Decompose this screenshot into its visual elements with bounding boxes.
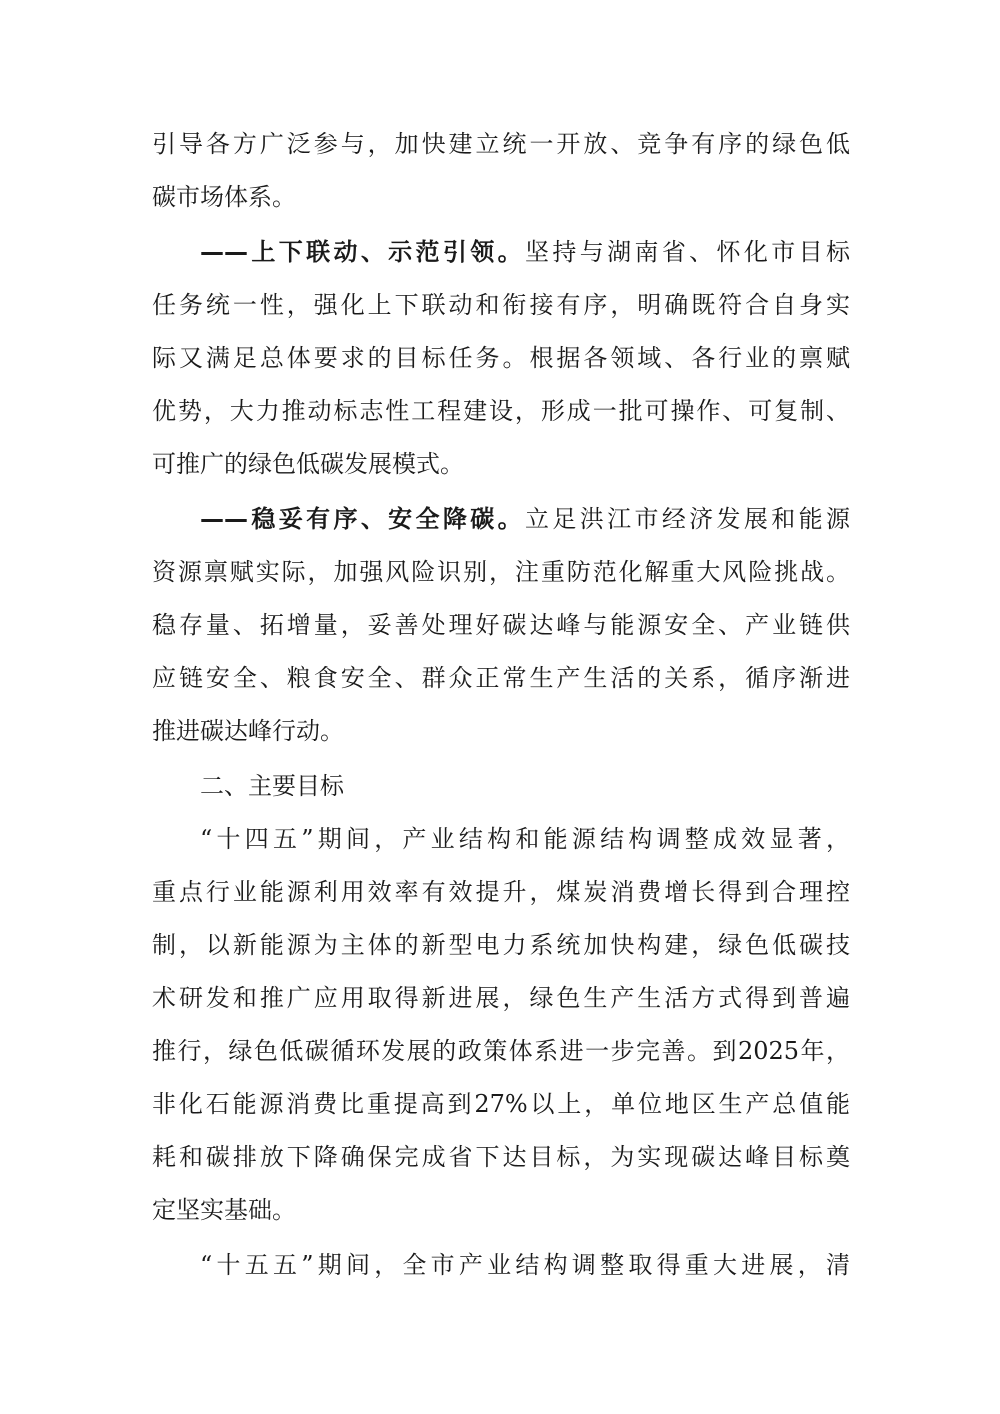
text-line: 稳存量、拓增量，妥善处理好碳达峰与能源安全、产业链供	[152, 611, 850, 639]
text-line: 术研发和推广应用取得新进展，绿色生产生活方式得到普遍	[152, 984, 850, 1012]
text-line: 应链安全、粮食安全、群众正常生产生活的关系，循序渐进	[152, 664, 850, 692]
paragraph-lead-bold: ——稳妥有序、安全降碳。	[200, 505, 525, 533]
text-segment: 坚持与湖南省、怀化市目标	[525, 238, 850, 266]
paragraph-lead-bold: ——上下联动、示范引领。	[200, 238, 525, 266]
text-line: “十五五”期间，全市产业结构调整取得重大进展，清	[200, 1251, 850, 1279]
paragraph-3	[152, 493, 850, 758]
paragraph-4	[152, 813, 850, 1237]
text-line: 资源禀赋实际，加强风险识别，注重防范化解重大风险挑战。	[152, 558, 850, 586]
paragraph-5	[152, 1239, 850, 1292]
text-line: 可推广的绿色低碳发展模式。	[152, 450, 464, 478]
text-line: 重点行业能源利用效率有效提升，煤炭消费增长得到合理控	[152, 878, 850, 906]
text-line: 定坚实基础。	[152, 1196, 296, 1224]
paragraph-1	[152, 118, 850, 224]
text-line	[152, 493, 850, 546]
text-line	[152, 226, 850, 279]
section-heading: 二、主要目标	[200, 772, 344, 800]
text-line: 际又满足总体要求的目标任务。根据各领域、各行业的禀赋	[152, 344, 850, 372]
section-heading-block	[152, 760, 850, 813]
text-line: 推行，绿色低碳循环发展的政策体系进一步完善。到2025年，	[152, 1037, 850, 1065]
text-line: 碳市场体系。	[152, 183, 296, 211]
document-page	[152, 118, 850, 1292]
text-line: 优势，大力推动标志性工程建设，形成一批可操作、可复制、	[152, 397, 850, 425]
paragraph-2	[152, 226, 850, 491]
text-line: 引导各方广泛参与，加快建立统一开放、竞争有序的绿色低	[152, 130, 850, 158]
text-line: 任务统一性，强化上下联动和衔接有序，明确既符合自身实	[152, 291, 850, 319]
text-line: 制，以新能源为主体的新型电力系统加快构建，绿色低碳技	[152, 931, 850, 959]
text-line: “十四五”期间，产业结构和能源结构调整成效显著，	[200, 825, 850, 853]
text-segment: 立足洪江市经济发展和能源	[525, 505, 850, 533]
text-line: 耗和碳排放下降确保完成省下达目标，为实现碳达峰目标奠	[152, 1143, 850, 1171]
text-line: 非化石能源消费比重提高到27%以上，单位地区生产总值能	[152, 1090, 850, 1118]
text-line: 推进碳达峰行动。	[152, 717, 344, 745]
